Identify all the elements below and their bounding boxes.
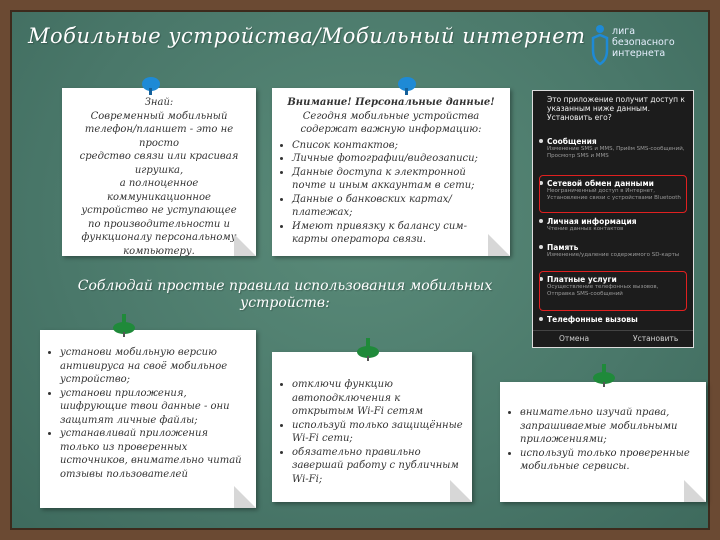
green-pin-icon <box>354 336 382 362</box>
list-item: • установи приложения, шифрующие твои данные - они защитят личные файлы; <box>60 387 248 428</box>
permission-item: Сообщения Изменение SMS и MMS, Приём SMS-сообщений, Просмотр SMS и MMS <box>547 137 685 159</box>
green-pin-icon <box>110 312 138 338</box>
list-item: • отключи функцию автоподключения к открытым Wi-Fi сетям <box>292 378 464 419</box>
permissions-title: Это приложение получит доступ к указанным ниже данным. Установить его? <box>547 95 685 122</box>
install-button[interactable]: Установить <box>633 334 679 343</box>
page-fold <box>684 480 706 502</box>
page-title: Мобильные устройства/Мобильный интернет <box>28 24 586 48</box>
list-item: • установи мобильную версию антивируса на своё мобильное устройство; <box>60 346 248 387</box>
note-personal-data <box>272 88 510 256</box>
highlight-frame <box>539 271 687 311</box>
logo-text: лига безопасного интернета <box>612 26 675 59</box>
blue-pin-icon <box>138 74 164 96</box>
note-header: Внимание! Персональные данные! <box>287 97 495 108</box>
permission-item: Сетевой обмен данными Неограниченный доступ в Интернет, Установление связи с устройствами Bluetooth <box>547 179 685 201</box>
app-permissions-screenshot <box>532 90 694 348</box>
page-fold <box>234 234 256 256</box>
page-fold <box>450 480 472 502</box>
highlight-frame <box>539 175 687 213</box>
page-fold <box>488 234 510 256</box>
note-rules-wifi <box>272 352 472 502</box>
list-item: • Имеют привязку к балансу сим-карты оператора связи. <box>292 220 502 247</box>
list-item: • Данные о банковских картах/платежах; <box>292 193 502 220</box>
green-pin-icon <box>590 362 618 388</box>
page-fold <box>234 486 256 508</box>
list-item: • внимательно изучай права, запрашиваемые мобильными приложениями; <box>520 406 698 447</box>
cancel-button[interactable]: Отмена <box>559 334 590 343</box>
dialog-buttons <box>533 330 693 347</box>
list-item: • используй только проверенные мобильные сервисы. <box>520 447 698 474</box>
rules-subtitle: Соблюдай простые правила использования мобильных устройств: <box>77 278 493 311</box>
note-intro: Сегодня мобильные устройства содержат важную информацию: <box>300 110 482 135</box>
blue-pin-icon <box>394 74 420 96</box>
list-item: • обязательно правильно завершай работу с публичным Wi-Fi; <box>292 446 464 487</box>
permission-item: Платные услуги Осуществление телефонных вызовов, Отправка SMS-сообщений <box>547 275 685 297</box>
list-item: • Данные доступа к электронной почте и иным аккаунтам в сети; <box>292 166 502 193</box>
list-item: • устанавливай приложения только из проверенных источников, внимательно читай отзывы пользователей <box>60 427 248 481</box>
logo-mark-icon <box>590 24 610 68</box>
permission-item: Телефонные вызовы <box>547 315 685 324</box>
permission-item: Память Изменение/удаление содержимого SD-карты <box>547 243 685 259</box>
note-rules-antivirus <box>40 330 256 508</box>
logo <box>590 24 710 74</box>
permission-item: Личная информация Чтение данных контактов <box>547 217 685 233</box>
list-item: • Личные фотографии/видеозаписи; <box>292 152 502 166</box>
list-item: • Список контактов; <box>292 139 502 153</box>
personal-data-list <box>280 139 502 247</box>
note-rules-apps <box>500 382 706 502</box>
note-know: Знай: Современный мобильный телефон/планшет - это не просто средство связи или красивая игрушка, а полноценное коммуникационное устройство не уступающее по производительности и функционалу персональному компьютеру. <box>62 88 256 256</box>
list-item: • используй только защищённые Wi-Fi сети; <box>292 419 464 446</box>
